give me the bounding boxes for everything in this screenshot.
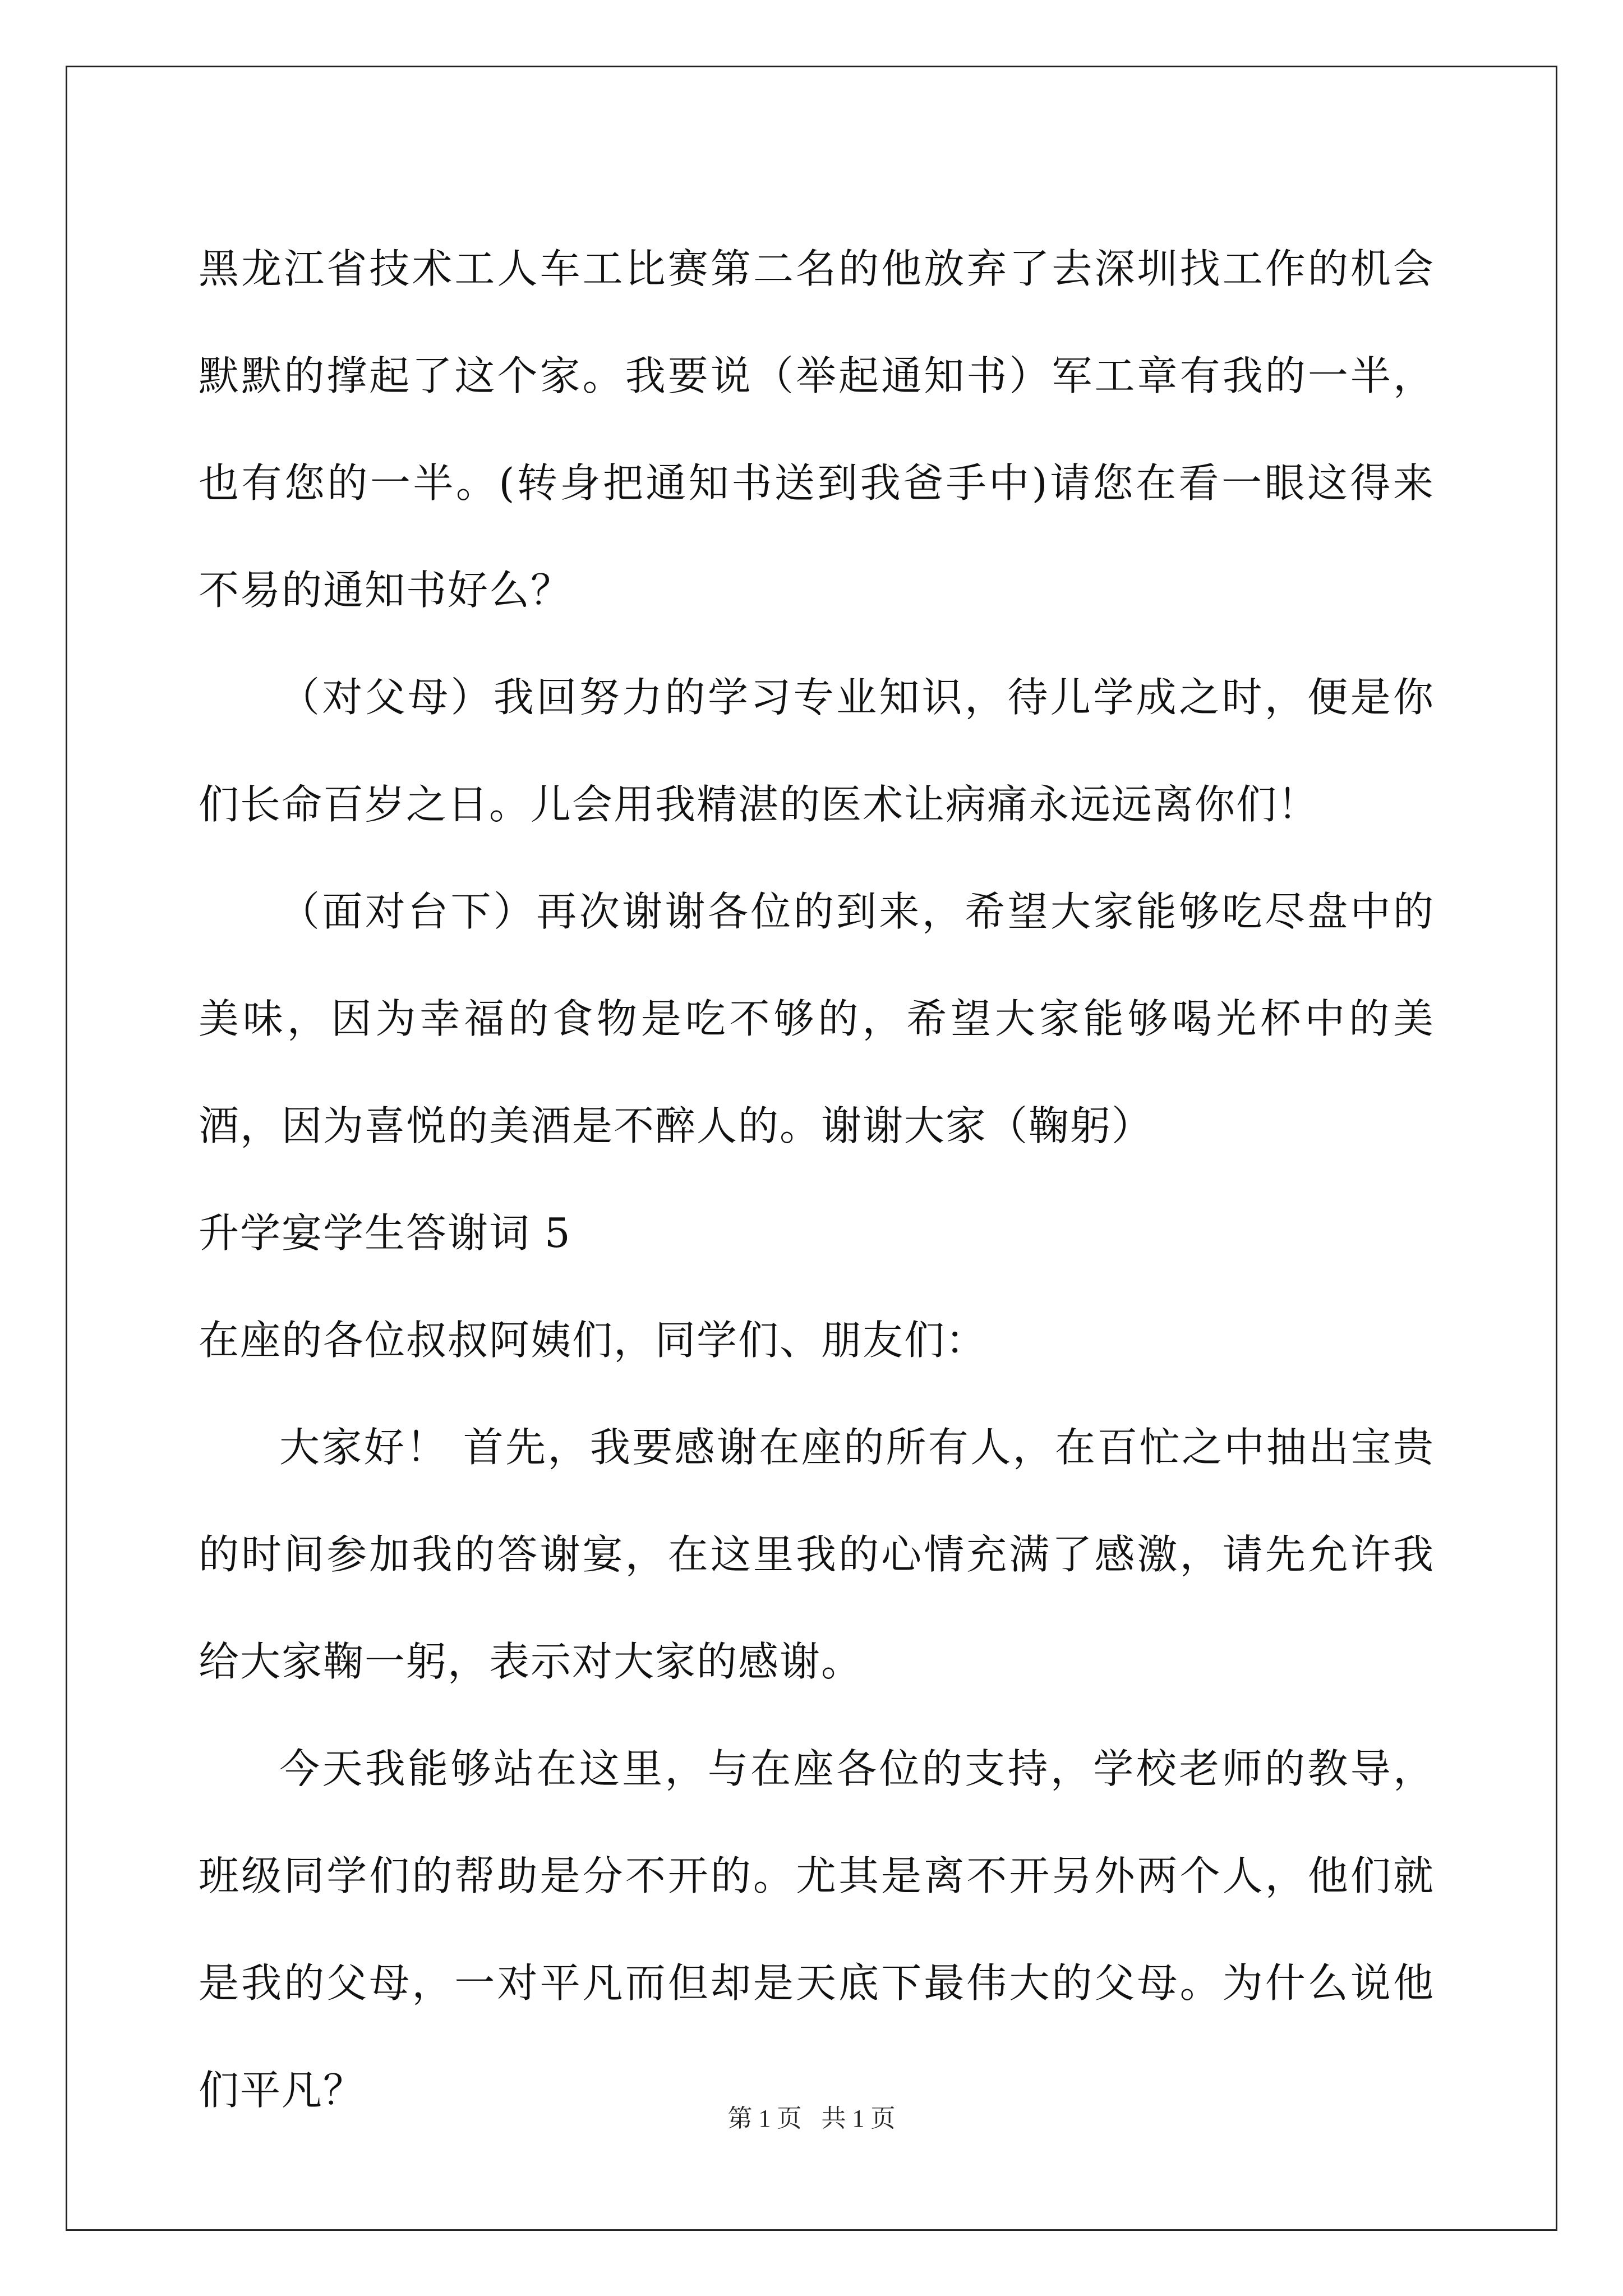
paragraph-continuation: 黑龙江省技术工人车工比赛第二名的他放弃了去深圳找工作的机会默默的撑起了这个家。我要说（举起通知书）军工章有我的一半，也有您的一半。(转身把通知书送到我爸手中)请您在看一眼这得来不易的通知书好么？ [199, 245, 1435, 614]
paragraph-parents-intro: 今天我能够站在这里，与在座各位的支持，学校老师的教导，班级同学们的帮助是分不开的。尤其是离不开另外两个人，他们就是我的父母，一对平凡而但却是天底下最伟大的父母。为什么说他们平凡？ [199, 1745, 1435, 2114]
paragraph-to-parents: （对父母）我回努力的学习专业知识，待儿学成之时，便是你们长命百岁之日。儿会用我精湛的医术让病痛永远远离你们！ [199, 674, 1435, 828]
page-number: 第 1 页 [727, 2105, 802, 2132]
greeting-line: 在座的各位叔叔阿姨们，同学们、朋友们： [199, 1317, 988, 1364]
document-body [199, 215, 1435, 2144]
paragraph-thanks: 大家好！ 首先，我要感谢在座的所有人，在百忙之中抽出宝贵的时间参加我的答谢宴，在这里我的心情充满了感激，请先允许我给大家鞠一躬，表示对大家的感谢。 [199, 1424, 1435, 1685]
page-footer [0, 2098, 1623, 2134]
page-total: 共 1 页 [821, 2105, 896, 2132]
paragraph-to-audience: （面对台下）再次谢谢各位的到来，希望大家能够吃尽盘中的美味，因为幸福的食物是吃不够的，希望大家能够喝光杯中的美酒，因为喜悦的美酒是不醉人的。谢谢大家（鞠躬） [199, 888, 1435, 1149]
section-title: 升学宴学生答谢词 5 [199, 1209, 571, 1257]
